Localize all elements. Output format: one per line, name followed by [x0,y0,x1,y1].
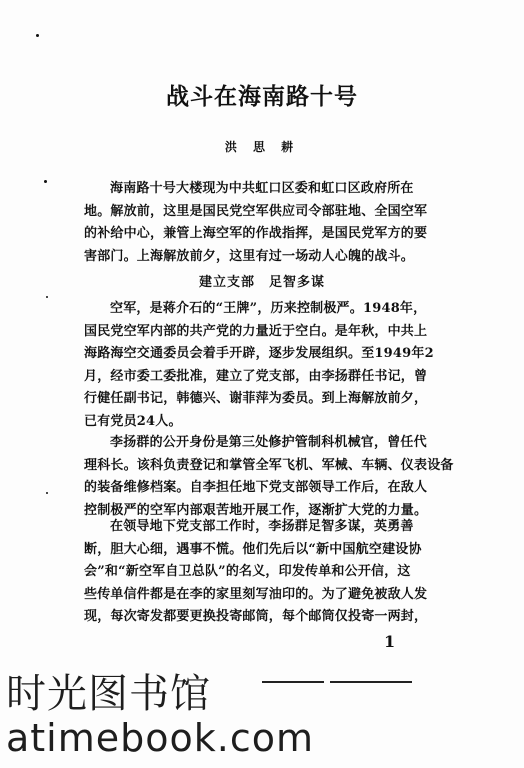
text-line: 些传单信件都是在李的家里刻写油印的。为了避免被敌人发 [84,586,428,602]
page-title: 战斗在海南路十号 [166,83,358,110]
text-line: 李扬群的公开身份是第三处修护管制科机械官，曾任代 [110,435,427,450]
text-line: 害部门。上海解放前夕，这里有过一场动人心魄的战斗。 [84,248,415,264]
text-line: 的补给中心，兼管上海空军的作战指挥，是国民党军方的要 [84,226,428,241]
scan-speck [46,492,48,494]
watermark-site-name: 时光图书馆 [6,671,211,717]
section-heading: 建立支部 足智多谋 [198,275,325,290]
text-line: 断，胆大心细，遇事不慌。他们先后以“新中国航空建设协 [84,541,422,557]
text-line: 的装备维修档案。自李担任地下党支部领导工作后，在敌人 [84,480,428,495]
text-line: 现，每次寄发都要更换投寄邮筒，每个邮筒仅投寄一两封， [84,609,428,624]
text-line: 月，经市委工委批准，建立了党支部，由李扬群任书记，曾 [84,368,428,384]
watermark-site-url: atimebook.com [6,716,315,760]
scan-speck [44,180,47,183]
page-number: 1 [384,632,396,651]
text-line: 在领导地下党支部工作时，李扬群足智多谋，英勇善 [110,519,414,534]
text-line: 海路海空交通委员会着手开辟，逐步发展组织。至1949年2 [84,346,434,361]
text-line: 地。解放前，这里是国民党空军供应司令部驻地、全国空军 [84,203,428,219]
paragraph-leadership [84,516,454,629]
scan-speck [46,296,48,298]
scan-speck [36,34,39,37]
text-line: 国民党空军内部的共产党的力量近于空白。是年秋，中共上 [84,323,428,339]
text-line: 控制极严的空军内部艰苦地开展工作，逐渐扩大党的力量。 [84,502,428,518]
paragraph-air-force [84,298,454,433]
text-line: 空军，是蒋介石的“王牌”，历来控制极严。1948年， [110,301,427,316]
text-line: 行健任副书记，韩德兴、谢菲萍为委员。到上海解放前夕， [84,391,428,406]
text-line: 已有党员24人。 [84,413,182,429]
text-line: 理科长。该科负责登记和掌管全军飞机、军械、车辆、仪表设备 [84,457,454,473]
paragraph-li-yangqun [84,432,454,522]
author-name: 洪 思 耕 [224,140,300,154]
paragraph-intro [84,178,454,268]
text-line: 海南路十号大楼现为中共虹口区委和虹口区政府所在 [110,181,414,196]
text-line: 会”和“新空军自卫总队”的名义，印发传单和公开信，这 [84,564,411,579]
